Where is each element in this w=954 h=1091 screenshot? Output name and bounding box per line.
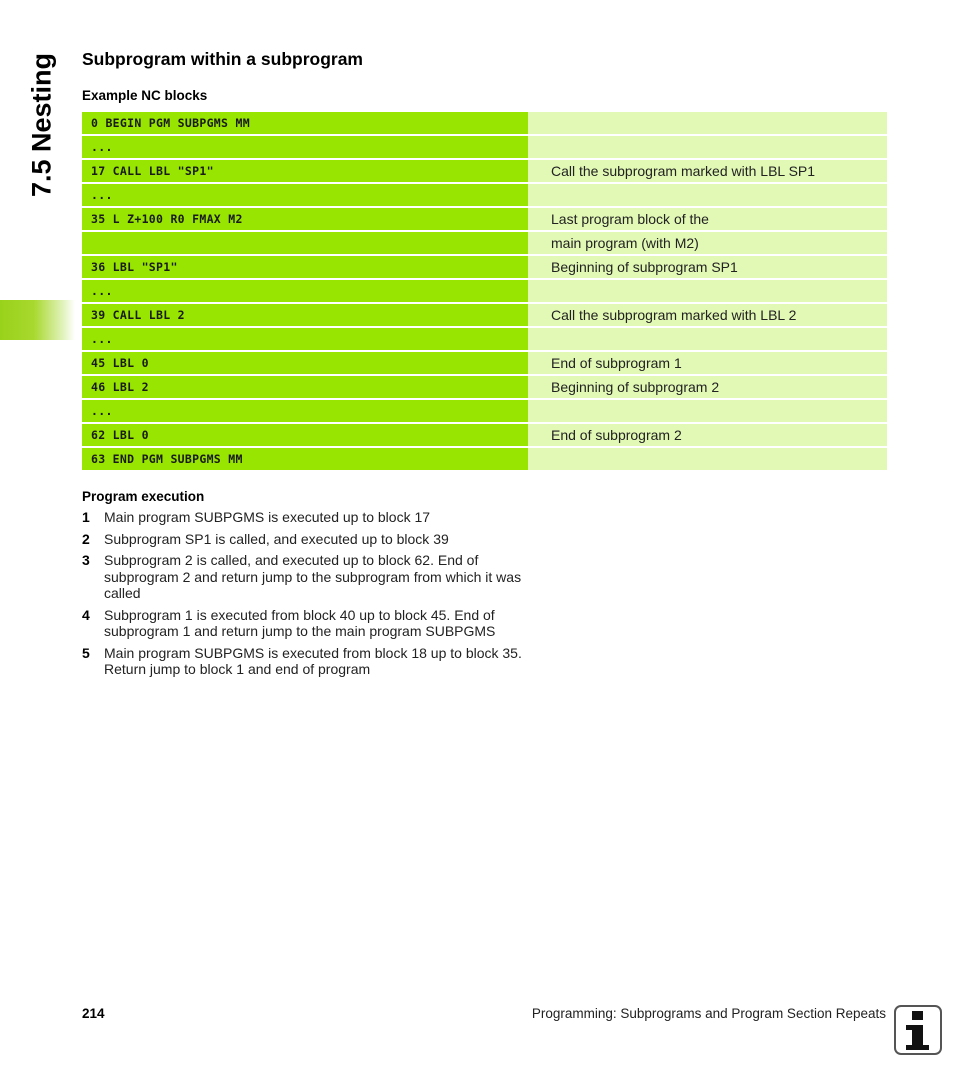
nc-block-row: [82, 448, 887, 470]
nc-block-code: 35 L Z+100 R0 FMAX M2: [82, 208, 528, 230]
chapter-side-title-text: 7.5 Nesting: [26, 52, 57, 198]
nc-block-comment: End of subprogram 2: [528, 424, 887, 446]
info-icon: [894, 1005, 942, 1055]
nc-block-row: [82, 184, 887, 206]
nc-blocks-table: [82, 112, 887, 472]
nc-block-code: 17 CALL LBL "SP1": [82, 160, 528, 182]
nc-block-comment: Beginning of subprogram SP1: [528, 256, 887, 278]
nc-block-comment: main program (with M2): [528, 232, 887, 254]
execution-heading: Program execution: [82, 489, 205, 504]
nc-block-row: [82, 424, 887, 446]
chapter-tab-marker: [0, 300, 75, 340]
nc-block-code: ...: [82, 328, 528, 350]
nc-block-comment: [528, 328, 887, 350]
nc-block-comment: [528, 280, 887, 302]
nc-block-code: [82, 232, 528, 254]
nc-block-row: [82, 256, 887, 278]
nc-block-row: [82, 160, 887, 182]
execution-step: [82, 509, 522, 526]
step-number: 4: [82, 606, 90, 623]
nc-block-code: 45 LBL 0: [82, 352, 528, 374]
nc-block-code: 46 LBL 2: [82, 376, 528, 398]
nc-block-row: [82, 400, 887, 422]
nc-block-code: ...: [82, 136, 528, 158]
nc-block-row: [82, 112, 887, 134]
nc-block-comment: Beginning of subprogram 2: [528, 376, 887, 398]
nc-block-row: [82, 208, 887, 230]
example-heading: Example NC blocks: [82, 88, 208, 103]
step-number: 3: [82, 552, 90, 568]
nc-block-code: 0 BEGIN PGM SUBPGMS MM: [82, 112, 528, 134]
nc-block-code: 63 END PGM SUBPGMS MM: [82, 448, 528, 470]
footer-chapter-title: Programming: Subprograms and Program Section Repeats: [531, 1006, 886, 1021]
nc-block-comment: Call the subprogram marked with LBL 2: [528, 304, 887, 326]
nc-block-comment: End of subprogram 1: [528, 352, 887, 374]
execution-step: [82, 607, 522, 640]
step-number: 5: [82, 644, 90, 661]
execution-steps-list: [82, 509, 522, 683]
execution-step: [82, 645, 522, 678]
nc-block-code: ...: [82, 400, 528, 422]
nc-block-code: 39 CALL LBL 2: [82, 304, 528, 326]
nc-block-code: ...: [82, 280, 528, 302]
nc-block-comment: [528, 400, 887, 422]
step-text: Main program SUBPGMS is executed from block 18 up to block 35. Return jump to block 1 and end of program: [104, 644, 522, 677]
section-title: Subprogram within a subprogram: [82, 49, 363, 69]
nc-block-code: ...: [82, 184, 528, 206]
nc-block-code: 62 LBL 0: [82, 424, 528, 446]
nc-block-comment: Last program block of the: [528, 208, 887, 230]
nc-block-row: [82, 304, 887, 326]
nc-block-comment: [528, 448, 887, 470]
nc-block-comment: [528, 184, 887, 206]
step-text: Subprogram SP1 is called, and executed up to block 39: [104, 530, 449, 547]
chapter-side-title: [22, 50, 62, 200]
step-text: Subprogram 1 is executed from block 40 up to block 45. End of subprogram 1 and return jump to the main program SUBPGMS: [104, 606, 496, 639]
nc-block-comment: [528, 136, 887, 158]
nc-block-row: [82, 280, 887, 302]
nc-block-code: 36 LBL "SP1": [82, 256, 528, 278]
nc-block-row: [82, 376, 887, 398]
nc-block-row: [82, 328, 887, 350]
step-number: 2: [82, 530, 90, 547]
step-text: Main program SUBPGMS is executed up to block 17: [104, 509, 431, 525]
execution-step: [82, 531, 522, 548]
nc-block-row: [82, 352, 887, 374]
nc-block-comment: [528, 112, 887, 134]
nc-block-row: [82, 232, 887, 254]
step-text: Subprogram 2 is called, and executed up to block 62. End of subprogram 2 and return jump to the subprogram from which it was called: [104, 552, 522, 601]
execution-step: [82, 552, 522, 602]
nc-block-row: [82, 136, 887, 158]
page-number: 214: [82, 1006, 105, 1021]
step-number: 1: [82, 509, 90, 525]
nc-block-comment: Call the subprogram marked with LBL SP1: [528, 160, 887, 182]
